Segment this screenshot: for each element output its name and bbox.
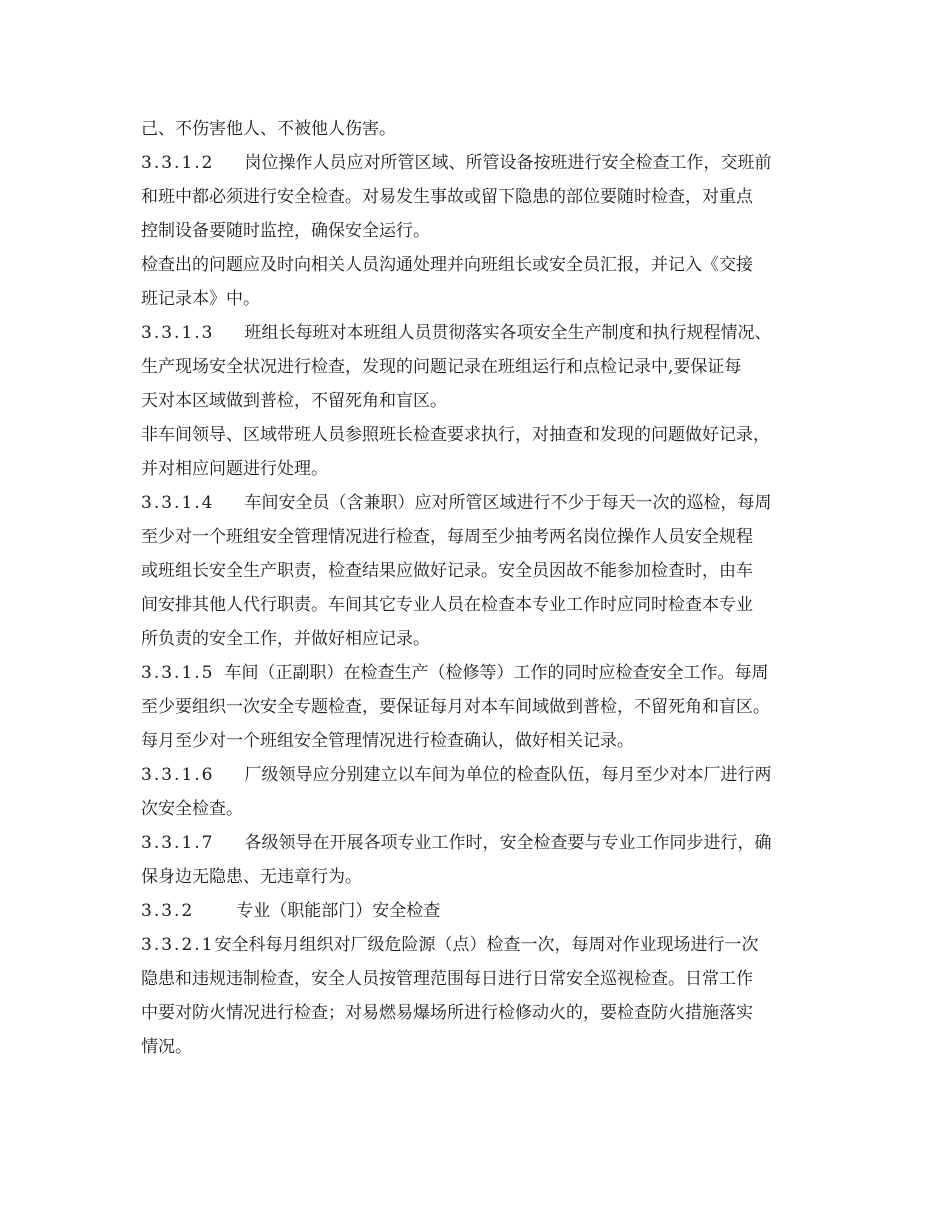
line-text: 并对相应问题进行处理。 (141, 459, 328, 479)
line-text: 所负责的安全工作，并做好相应记录。 (141, 629, 430, 649)
text-line (141, 254, 753, 276)
line-text: 间安排其他人代行职责。车间其它专业人员在检查本专业工作时应同时检查本专业 (141, 595, 753, 615)
line-text: 至少对一个班组安全管理情况进行检查，每周至少抽考两名岗位操作人员安全规程 (141, 527, 753, 547)
line-text: 保身边无隐患、无违章行为。 (141, 867, 362, 887)
line-text: 非车间领导、区域带班人员参照班长检查要求执行，对抽查和发现的问题做好记录， (141, 425, 770, 445)
text-line (141, 832, 771, 854)
line-text: 车间安全员（含兼职）应对所管区域进行不少于每天一次的巡检，每周 (244, 493, 772, 513)
text-line (141, 1036, 192, 1058)
text-line (141, 526, 753, 548)
text-line (141, 594, 753, 616)
text-line (141, 152, 771, 174)
text-line (141, 968, 753, 990)
line-text: 每月至少对一个班组安全管理情况进行检查确认，做好相关记录。 (141, 731, 634, 751)
text-line (141, 662, 768, 684)
line-text: 中要对防火情况进行检查；对易燃易爆场所进行检修动火的，要检查防火措施落实 (141, 1003, 753, 1023)
text-line (141, 390, 447, 412)
line-text: 安全科每月组织对厂级危险源（点）检查一次，每周对作业现场进行一次 (214, 935, 759, 955)
text-line (141, 900, 440, 922)
line-text: 厂级领导应分别建立以车间为单位的检查队伍，每月至少对本厂进行两 (244, 765, 772, 785)
section-number: 3.3.2 (141, 901, 195, 921)
text-line (141, 764, 771, 786)
text-line (141, 492, 771, 514)
line-text: 班组长每班对本班组人员贯彻落实各项安全生产制度和执行规程情况、 (244, 323, 772, 343)
text-line (141, 730, 634, 752)
line-text: 或班组长安全生产职责，检查结果应做好记录。安全员因故不能参加检查时，由车 (141, 561, 753, 581)
text-line (141, 322, 771, 344)
text-line (141, 798, 243, 820)
section-number: 3.3.1.7 (141, 833, 215, 853)
text-line (141, 356, 741, 378)
text-line (141, 458, 328, 480)
line-text: 隐患和违规违制检查，安全人员按管理范围每日进行日常安全巡视检查。日常工作 (141, 969, 753, 989)
section-number: 3.3.1.3 (141, 323, 215, 343)
line-text: 情况。 (141, 1037, 192, 1057)
line-text: 各级领导在开展各项专业工作时，安全检查要与专业工作同步进行，确 (244, 833, 772, 853)
line-text: 检查出的问题应及时向相关人员沟通处理并向班组长或安全员汇报，并记入《交接 (141, 255, 753, 275)
section-number: 3.3.1.4 (141, 493, 215, 513)
section-number: 3.3.1.5 (141, 663, 215, 683)
text-line (141, 560, 753, 582)
line-text: 和班中都必须进行安全检查。对易发生事故或留下隐患的部位要随时检查，对重点 (141, 187, 753, 207)
line-text: 次安全检查。 (141, 799, 243, 819)
section-number: 3.3.2.1 (141, 935, 215, 955)
line-text: 己、不伤害他人、不被他人伤害。 (141, 119, 396, 139)
text-line (141, 118, 396, 140)
line-text: 控制设备要随时监控，确保安全运行。 (141, 221, 430, 241)
text-line (141, 628, 430, 650)
text-line (141, 1002, 753, 1024)
line-text: 班记录本》中。 (141, 289, 260, 309)
line-text: 天对本区域做到普检，不留死角和盲区。 (141, 391, 447, 411)
section-number: 3.3.1.2 (141, 153, 215, 173)
line-text: 生产现场安全状况进行检查，发现的问题记录在班组运行和点检记录中,要保证每 (141, 357, 742, 377)
text-line (141, 866, 362, 888)
text-line (141, 696, 770, 718)
text-line (141, 288, 260, 310)
text-line (141, 934, 758, 956)
line-text: 岗位操作人员应对所管区域、所管设备按班进行安全检查工作，交班前 (244, 153, 772, 173)
section-number: 3.3.1.6 (141, 765, 215, 785)
line-text: 车间（正副职）在检查生产（检修等）工作的同时应检查安全工作。每周 (224, 663, 769, 683)
line-text: 专业（职能部门）安全检查 (236, 901, 441, 921)
line-text: 至少要组织一次安全专题检查，要保证每月对本车间域做到普检，不留死角和盲区。 (141, 697, 770, 717)
text-line (141, 424, 770, 446)
text-line (141, 186, 753, 208)
text-line (141, 220, 430, 242)
